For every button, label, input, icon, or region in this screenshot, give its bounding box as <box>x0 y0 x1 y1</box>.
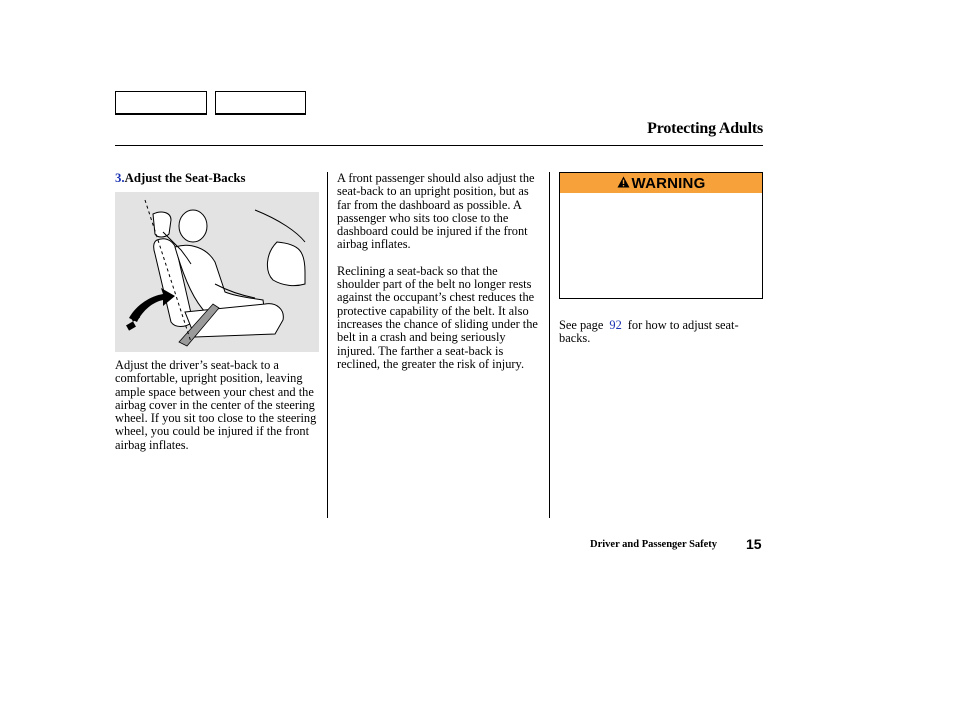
step-number: 3. <box>115 171 125 185</box>
driver-seat-paragraph: Adjust the driver’s seat-back to a comfortable, upright position, leaving ample space between your chest and the airbag cover in the center of the steering wheel. If you sit too close to the steering wheel, you could be injured if the front airbag inflates. <box>115 358 317 452</box>
column-divider-2 <box>549 172 550 518</box>
seat-back-adjust-illustration <box>115 192 319 352</box>
column-2 <box>337 172 542 371</box>
nav-button-2[interactable] <box>215 91 306 115</box>
footer-page-number: 15 <box>746 536 762 552</box>
passenger-seat-paragraph: A front passenger should also adjust the seat-back to an upright position, but as far from the dashboard as possible. A passenger who sits too close to the dashboard could be injured if the front airbag inflates. <box>337 171 535 252</box>
see-page-suffix: for how to adjust seat-backs. <box>559 318 739 346</box>
warning-box <box>559 172 763 299</box>
see-page-prefix: See page <box>559 318 604 332</box>
warning-header <box>560 173 762 193</box>
column-1 <box>115 172 321 185</box>
nav-button-1[interactable] <box>115 91 207 115</box>
footer-section-title: Driver and Passenger Safety <box>590 539 718 550</box>
warning-triangle-icon <box>617 175 630 192</box>
step-heading-text: Adjust the Seat-Backs <box>124 171 246 185</box>
warning-label: WARNING <box>631 174 706 192</box>
page-link[interactable]: 92 <box>609 318 622 332</box>
header-rule <box>115 145 763 146</box>
column-divider-1 <box>327 172 328 518</box>
step-heading <box>115 172 321 185</box>
recline-risk-paragraph: Reclining a seat-back so that the shoulder part of the belt no longer rests against the occupant’s chest reduces the protective capability of the belt. It also increases the chance of sliding under the belt in a crash and being seriously injured. The farther a seat-back is reclined, the greater the risk of injury. <box>337 263 538 371</box>
page-title: Protecting Adults <box>647 120 763 137</box>
see-page-reference <box>559 319 763 346</box>
